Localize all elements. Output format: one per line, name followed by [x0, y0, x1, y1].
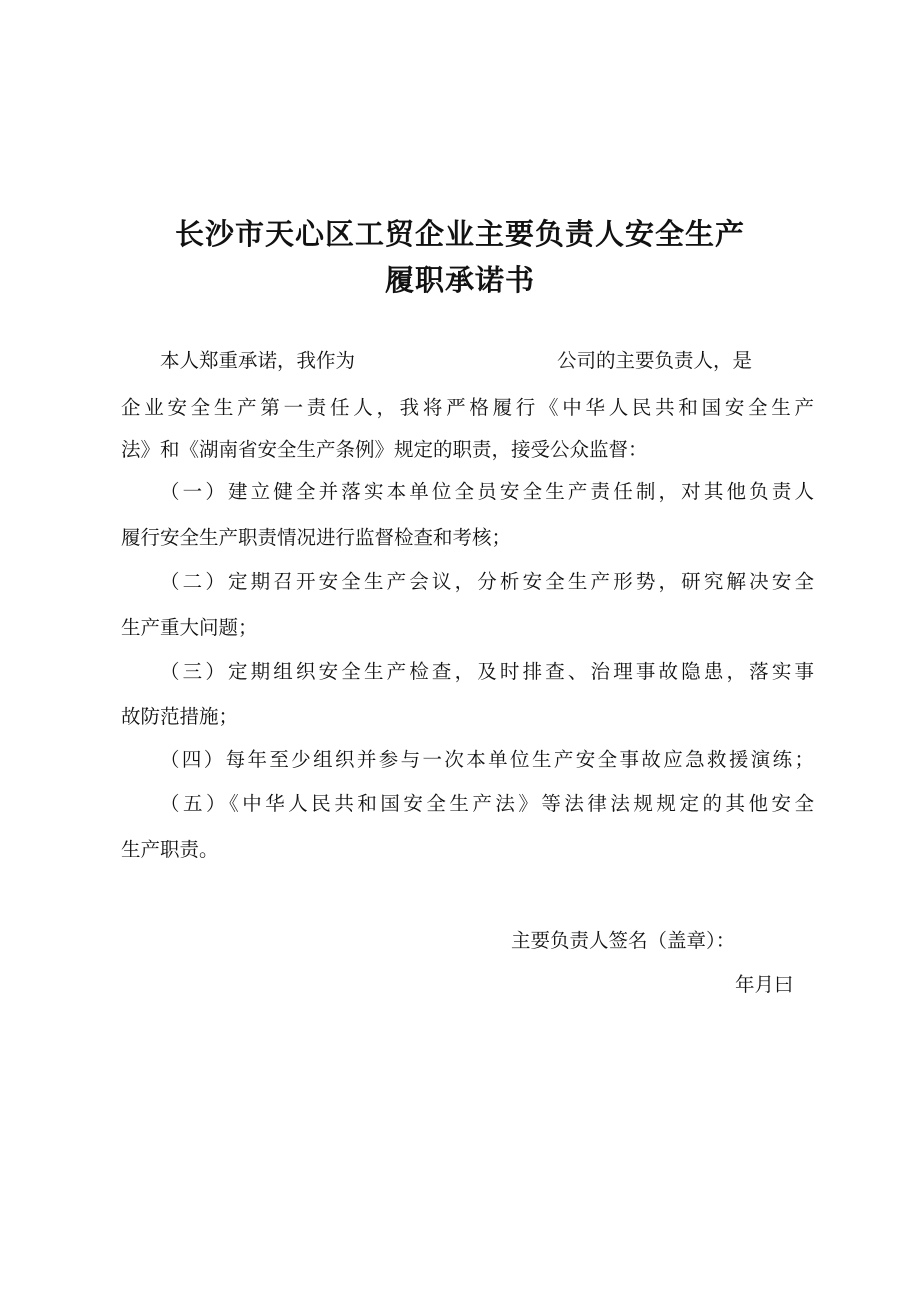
- intro-text-company-role: 公司的主要负责人，是: [557, 349, 753, 372]
- intro-text-start: 本人郑重承诺，我作为: [160, 349, 356, 372]
- document-title-line-1: 长沙市天心区工贸企业主要负责人安全生产: [174, 217, 745, 251]
- item-5-line-1: （五）《中华人民共和国安全生产法》等法律法规规定的其他安全: [160, 792, 814, 815]
- intro-text-line-2: 企业安全生产第一责任人，我将严格履行《中华人民共和国安全生产: [121, 396, 814, 419]
- signature-label: 主要负责人签名（盖章）：: [511, 929, 736, 952]
- item-3-line-2: 故防范措施；: [121, 705, 239, 728]
- item-4-line-1: （四）每年至少组织并参与一次本单位生产安全事故应急救援演练；: [160, 748, 814, 771]
- item-5-line-2: 生产职责。: [121, 838, 219, 861]
- item-3-line-1: （三）定期组织安全生产检查，及时排查、治理事故隐患，落实事: [160, 660, 814, 683]
- signature-date: 年月曰: [735, 973, 794, 996]
- item-2-line-1: （二）定期召开安全生产会议，分析安全生产形势，研究解决安全: [160, 570, 814, 593]
- item-1-line-2: 履行安全生产职责情况进行监督检查和考核；: [121, 526, 512, 549]
- document-title-line-2: 履职承诺书: [384, 263, 535, 297]
- item-2-line-2: 生产重大问题；: [121, 616, 258, 639]
- intro-text-line-3: 法》和《湖南省安全生产条例》规定的职责，接受公众监督：: [121, 438, 648, 461]
- item-1-line-1: （一）建立健全并落实本单位全员安全生产责任制，对其他负责人: [160, 480, 814, 503]
